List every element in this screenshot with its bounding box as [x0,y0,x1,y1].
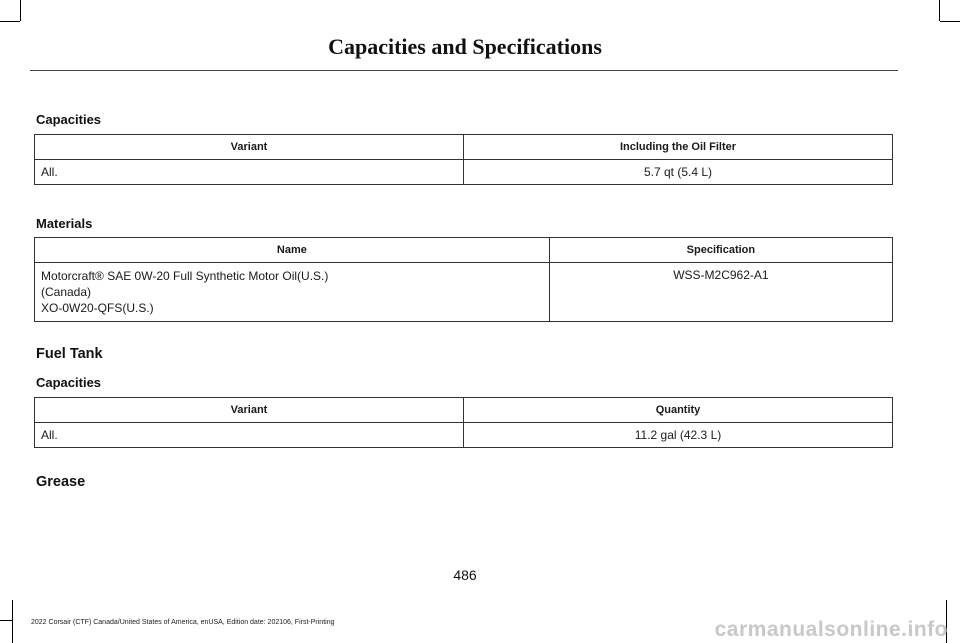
table-row [35,263,893,322]
column-header: Specification [549,238,892,263]
material-name-line: XO-0W20-QFS(U.S.) [41,301,154,315]
material-name-line: (Canada) [41,285,92,299]
crop-mark-bottom-left-h [0,620,12,621]
crop-mark-top-right-v [939,0,940,21]
fuel-capacity-table [34,397,893,448]
watermark-logo: carmanualsonline.info [714,618,948,641]
table-cell: 11.2 gal (42.3 L) [464,423,893,448]
crop-mark-top-left-v [20,0,21,21]
fuel-capacities-heading: Capacities [36,375,102,390]
capacities-heading: Capacities [36,112,102,127]
column-header: Variant [35,398,464,423]
edition-footer: 2022 Corsair (CTF) Canada/United States of America, enUSA, Edition date: 202106, First-Printing [31,619,335,626]
column-header: Quantity [464,398,893,423]
grease-heading: Grease [36,474,86,490]
table-cell: All. [35,423,464,448]
table-row [35,160,893,185]
column-header: Variant [35,135,464,160]
materials-table [34,237,893,322]
table-cell: WSS-M2C962-A1 [549,263,892,322]
column-header: Including the Oil Filter [464,135,893,160]
crop-mark-top-right-h [940,21,960,22]
table-row [35,423,893,448]
table-cell: All. [35,160,464,185]
fuel-tank-heading: Fuel Tank [36,346,103,362]
table-cell: 5.7 qt (5.4 L) [464,160,893,185]
crop-mark-bottom-left-v [12,600,13,643]
table-cell [35,263,550,322]
page-number: 486 [453,567,477,583]
materials-heading: Materials [36,216,93,231]
material-name-line: Motorcraft® SAE 0W-20 Full Synthetic Motor Oil(U.S.) [41,269,329,283]
title-divider [30,70,898,71]
oil-capacity-table [34,134,893,185]
page-title: Capacities and Specifications [328,34,602,59]
column-header: Name [35,238,550,263]
crop-mark-top-left-h [0,21,20,22]
